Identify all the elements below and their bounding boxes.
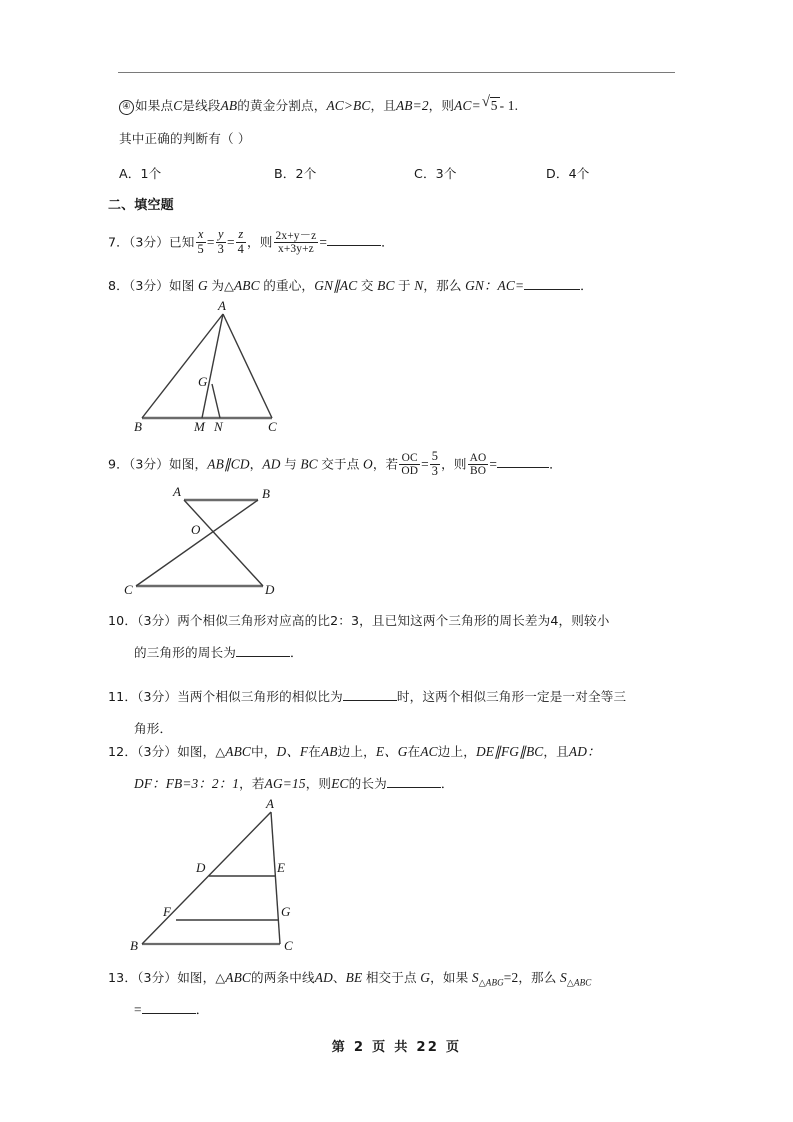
- fraction-ao-over-bo: [468, 452, 489, 479]
- q4-text-c: 的黄金分割点，: [237, 98, 327, 113]
- q8-var-bc: BC: [377, 278, 395, 293]
- q12-ec: EC: [331, 776, 349, 791]
- fraction-numerator: AO: [469, 451, 487, 464]
- q11-number: 11．: [108, 689, 138, 704]
- question-11-line-1: [108, 687, 626, 706]
- q12-points: （3分）: [137, 744, 178, 759]
- q8-text-e: 于: [398, 278, 411, 293]
- figure-q12-triangle-parallels: [128, 796, 308, 956]
- q13-var-g: G: [420, 970, 431, 985]
- option-d[interactable]: D．4个: [546, 166, 590, 181]
- fraction-denominator: BO: [468, 464, 489, 478]
- q11-text-b: 时，这两个相似三角形一定是一对全等三: [396, 689, 627, 704]
- q13-text-c: 、: [332, 970, 346, 985]
- q7-text-b: 则: [259, 234, 273, 250]
- answer-blank-q11[interactable]: [343, 700, 397, 701]
- q7-comma: ，: [247, 234, 260, 250]
- fraction-denominator: x+3y+z: [274, 242, 319, 256]
- q8-number: 8．: [108, 278, 129, 293]
- q4-var-c: C: [173, 98, 183, 113]
- q9-text-e: ，若: [372, 456, 399, 472]
- q9-text-d: 交于点: [321, 456, 360, 472]
- segment-ab: [142, 314, 223, 418]
- page-footer: 第 2 页 共 22 页: [331, 1040, 462, 1055]
- fraction-oc-over-od: [399, 452, 420, 479]
- q9-seg-bc: BC: [300, 456, 318, 472]
- q13-area-abg: S: [471, 970, 479, 985]
- q11-points: （3分）: [137, 689, 178, 704]
- q10-line-2-text: 的三角形的周长为: [134, 645, 236, 660]
- fraction-y-over-3: [216, 228, 226, 257]
- figure-q9-bowtie: [120, 482, 295, 597]
- question-11-line-2: 角形．: [134, 721, 173, 736]
- fraction-x-over-5: [196, 228, 206, 257]
- q13-text-b: 的两条中线: [251, 970, 315, 985]
- label-d: D: [196, 860, 206, 875]
- q13-text-a: 如图，△: [177, 970, 226, 985]
- q12-number: 12．: [108, 744, 138, 759]
- q12-points-eg: E、G: [375, 744, 408, 759]
- q4-eq-ab: AB=2: [395, 98, 429, 113]
- q12-side-ab: AB: [320, 744, 338, 759]
- q9-seg-ad: AD: [262, 456, 281, 472]
- q13-equals: =: [134, 1002, 142, 1017]
- fraction-denominator: 3: [431, 463, 439, 478]
- question-4-prompt: 其中正确的判断有（ ）: [119, 131, 251, 146]
- label-g: G: [281, 904, 291, 919]
- q9-var-o: O: [362, 456, 373, 472]
- label-b: B: [134, 419, 142, 434]
- q12-text-g: ，且: [543, 744, 569, 759]
- label-g: G: [198, 374, 208, 389]
- q8-text-a: 如图: [169, 278, 195, 293]
- q8-parallel: GN∥AC: [314, 278, 358, 293]
- q12-parallel: DE∥FG∥BC: [475, 744, 544, 759]
- answer-blank-q9[interactable]: [497, 467, 549, 468]
- radical-sign: √: [481, 94, 491, 110]
- label-a: A: [266, 796, 274, 811]
- fraction-numerator: 2x+y－z: [275, 229, 317, 242]
- q4-text-e: ，则: [428, 98, 455, 113]
- q9-number: 9．: [108, 456, 129, 472]
- q12-side-ac: AC: [420, 744, 438, 759]
- fraction-denominator: 5: [197, 241, 204, 256]
- q8-triangle: ABC: [233, 278, 260, 293]
- q13-area-abc-subscript: △ABC: [566, 977, 592, 988]
- segment-ab: [142, 812, 271, 944]
- section-heading-fill-in-blank: 二、填空题: [108, 198, 174, 213]
- q4-tail: - 1.: [499, 98, 519, 113]
- segment-ac: [271, 812, 280, 944]
- q13-period: ．: [195, 1002, 209, 1017]
- answer-blank-q10[interactable]: [236, 656, 290, 657]
- answer-blank-q13[interactable]: [142, 1013, 196, 1014]
- q7-number: 7．: [108, 234, 129, 250]
- label-c: C: [284, 938, 293, 953]
- q13-triangle: ABC: [225, 970, 252, 985]
- fraction-z-over-4: [236, 228, 246, 257]
- q9-comma: ，: [441, 456, 454, 472]
- answer-blank-q8[interactable]: [524, 289, 580, 290]
- header-divider: [118, 72, 675, 73]
- answer-blank-q12[interactable]: [387, 787, 441, 788]
- q12-line2-text-c: 的长为: [348, 776, 387, 791]
- segment-bc: [136, 500, 258, 586]
- q9-period: ．: [549, 456, 562, 472]
- q12-ad: AD：: [568, 744, 601, 759]
- q10-points: （3分）: [137, 613, 178, 628]
- label-a: A: [173, 484, 181, 499]
- q9-points: （3分）: [128, 456, 170, 472]
- fraction-5-over-3: [430, 450, 440, 479]
- q7-text-a: 已知: [169, 234, 195, 250]
- label-a: A: [218, 298, 226, 313]
- q13-area-abc: S: [560, 970, 567, 985]
- segment-ac: [223, 314, 272, 418]
- q8-var-g: G: [198, 278, 208, 293]
- question-10-line-2: [134, 643, 303, 662]
- option-a[interactable]: A．1个: [119, 166, 162, 181]
- q4-text-d: ，且: [370, 98, 396, 113]
- answer-blank-q7[interactable]: [327, 245, 381, 246]
- q13-area-abg-subscript: △ABG: [478, 977, 504, 988]
- q13-median-ad: AD: [314, 970, 333, 985]
- q12-line2-text-a: ，若: [239, 776, 265, 791]
- q12-line2-text-b: ，则: [305, 776, 332, 791]
- q13-area-abg-value: =2: [503, 970, 519, 985]
- q8-points: （3分）: [128, 278, 170, 293]
- q7-equals-1: =: [206, 234, 215, 250]
- fraction-numerator: OC: [401, 451, 418, 464]
- q12-text-c: 在: [308, 744, 321, 759]
- q4-text-a: 如果点: [135, 98, 174, 113]
- question-13-line-2: [134, 1000, 208, 1019]
- radicand: 5: [490, 98, 498, 113]
- q12-ratio: DF：FB=3：2：1: [134, 776, 240, 791]
- q11-text-a: 当两个相似三角形的相似比为: [177, 689, 343, 704]
- question-7: [108, 228, 394, 257]
- q4-var-ab: AB: [220, 98, 238, 113]
- q9-equals-2: =: [489, 456, 498, 472]
- option-c[interactable]: C．3个: [414, 166, 457, 181]
- q4-eq-ac: AC=: [454, 98, 481, 113]
- q12-triangle: ABC: [225, 744, 252, 759]
- q8-var-n: N: [414, 278, 424, 293]
- question-12-line-2: [134, 774, 454, 793]
- q7-period: ．: [381, 234, 394, 250]
- label-m: M: [194, 419, 205, 434]
- q9-parallel: AB∥CD: [207, 456, 250, 472]
- fraction-numerator: y: [217, 227, 224, 241]
- q12-text-f: 边上，: [437, 744, 476, 759]
- fraction-denominator: 4: [237, 241, 245, 256]
- q13-points: （3分）: [137, 970, 178, 985]
- q4-text-b: 是线段: [182, 98, 221, 113]
- q12-text-b: 中，: [251, 744, 277, 759]
- q12-points-df: D、F: [276, 744, 309, 759]
- q13-text-f: ，那么: [518, 970, 557, 985]
- q9-text-c: 与: [284, 456, 297, 472]
- q13-median-be: BE: [345, 970, 363, 985]
- q10-period: ．: [289, 645, 303, 660]
- label-c: C: [268, 419, 277, 434]
- fraction-numerator: x: [197, 227, 204, 241]
- option-b[interactable]: B．2个: [274, 166, 317, 181]
- q8-text-d: 交: [360, 278, 374, 293]
- q7-points: （3分）: [128, 234, 170, 250]
- q9-text-b: ，: [249, 456, 263, 472]
- q12-text-a: 如图，△: [177, 744, 226, 759]
- q9-text-a: 如图，: [169, 456, 208, 472]
- q8-text-b: 为△: [211, 278, 234, 293]
- fraction-numerator: 5: [431, 449, 439, 463]
- fraction-denominator: OD: [401, 465, 419, 478]
- label-b: B: [262, 486, 270, 501]
- circled-number-4: ④: [119, 100, 134, 115]
- q10-line-1: 两个相似三角形对应高的比2：3，且已知这两个三角形的周长差为4，则较小: [177, 613, 610, 628]
- q13-number: 13．: [108, 970, 138, 985]
- q9-text-f: 则: [453, 456, 467, 472]
- fraction-numerator: z: [238, 227, 244, 241]
- q4-inequality: AC>BC: [326, 98, 371, 113]
- q13-text-e: ，如果: [430, 970, 469, 985]
- label-b: B: [130, 938, 138, 953]
- question-9: [108, 450, 562, 479]
- label-c: C: [124, 582, 133, 597]
- segment-am: [202, 314, 223, 418]
- q12-text-e: 在: [407, 744, 421, 759]
- q7-equals-2: =: [226, 234, 235, 250]
- segment-gn: [212, 384, 220, 418]
- q13-text-d: 相交于点: [365, 970, 417, 985]
- q8-period: ．: [580, 278, 593, 293]
- q10-number: 10．: [108, 613, 138, 628]
- question-12-line-1: [108, 742, 601, 761]
- q12-ag: AG=15: [264, 776, 306, 791]
- q8-ratio: GN：AC=: [465, 278, 525, 293]
- label-f: F: [163, 904, 171, 919]
- label-n: N: [214, 419, 223, 434]
- figure-q8-triangle-centroid: [126, 298, 296, 433]
- q12-text-d: 边上，: [337, 744, 376, 759]
- question-8: [108, 276, 593, 295]
- label-e: E: [277, 860, 285, 875]
- square-root-symbol: [482, 96, 500, 115]
- label-o: O: [191, 522, 201, 537]
- q9-equals-1: =: [421, 456, 429, 472]
- label-d: D: [265, 582, 275, 597]
- q7-equals-3: =: [319, 234, 328, 250]
- q12-period: ．: [440, 776, 454, 791]
- question-4-statement: [119, 96, 518, 115]
- q8-text-c: 的重心，: [263, 278, 315, 293]
- question-13-line-1: [108, 968, 591, 993]
- q8-text-f: ，那么: [423, 278, 462, 293]
- fraction-expression: [274, 230, 319, 257]
- question-10-line-1: [108, 611, 609, 630]
- fraction-denominator: 3: [217, 241, 224, 256]
